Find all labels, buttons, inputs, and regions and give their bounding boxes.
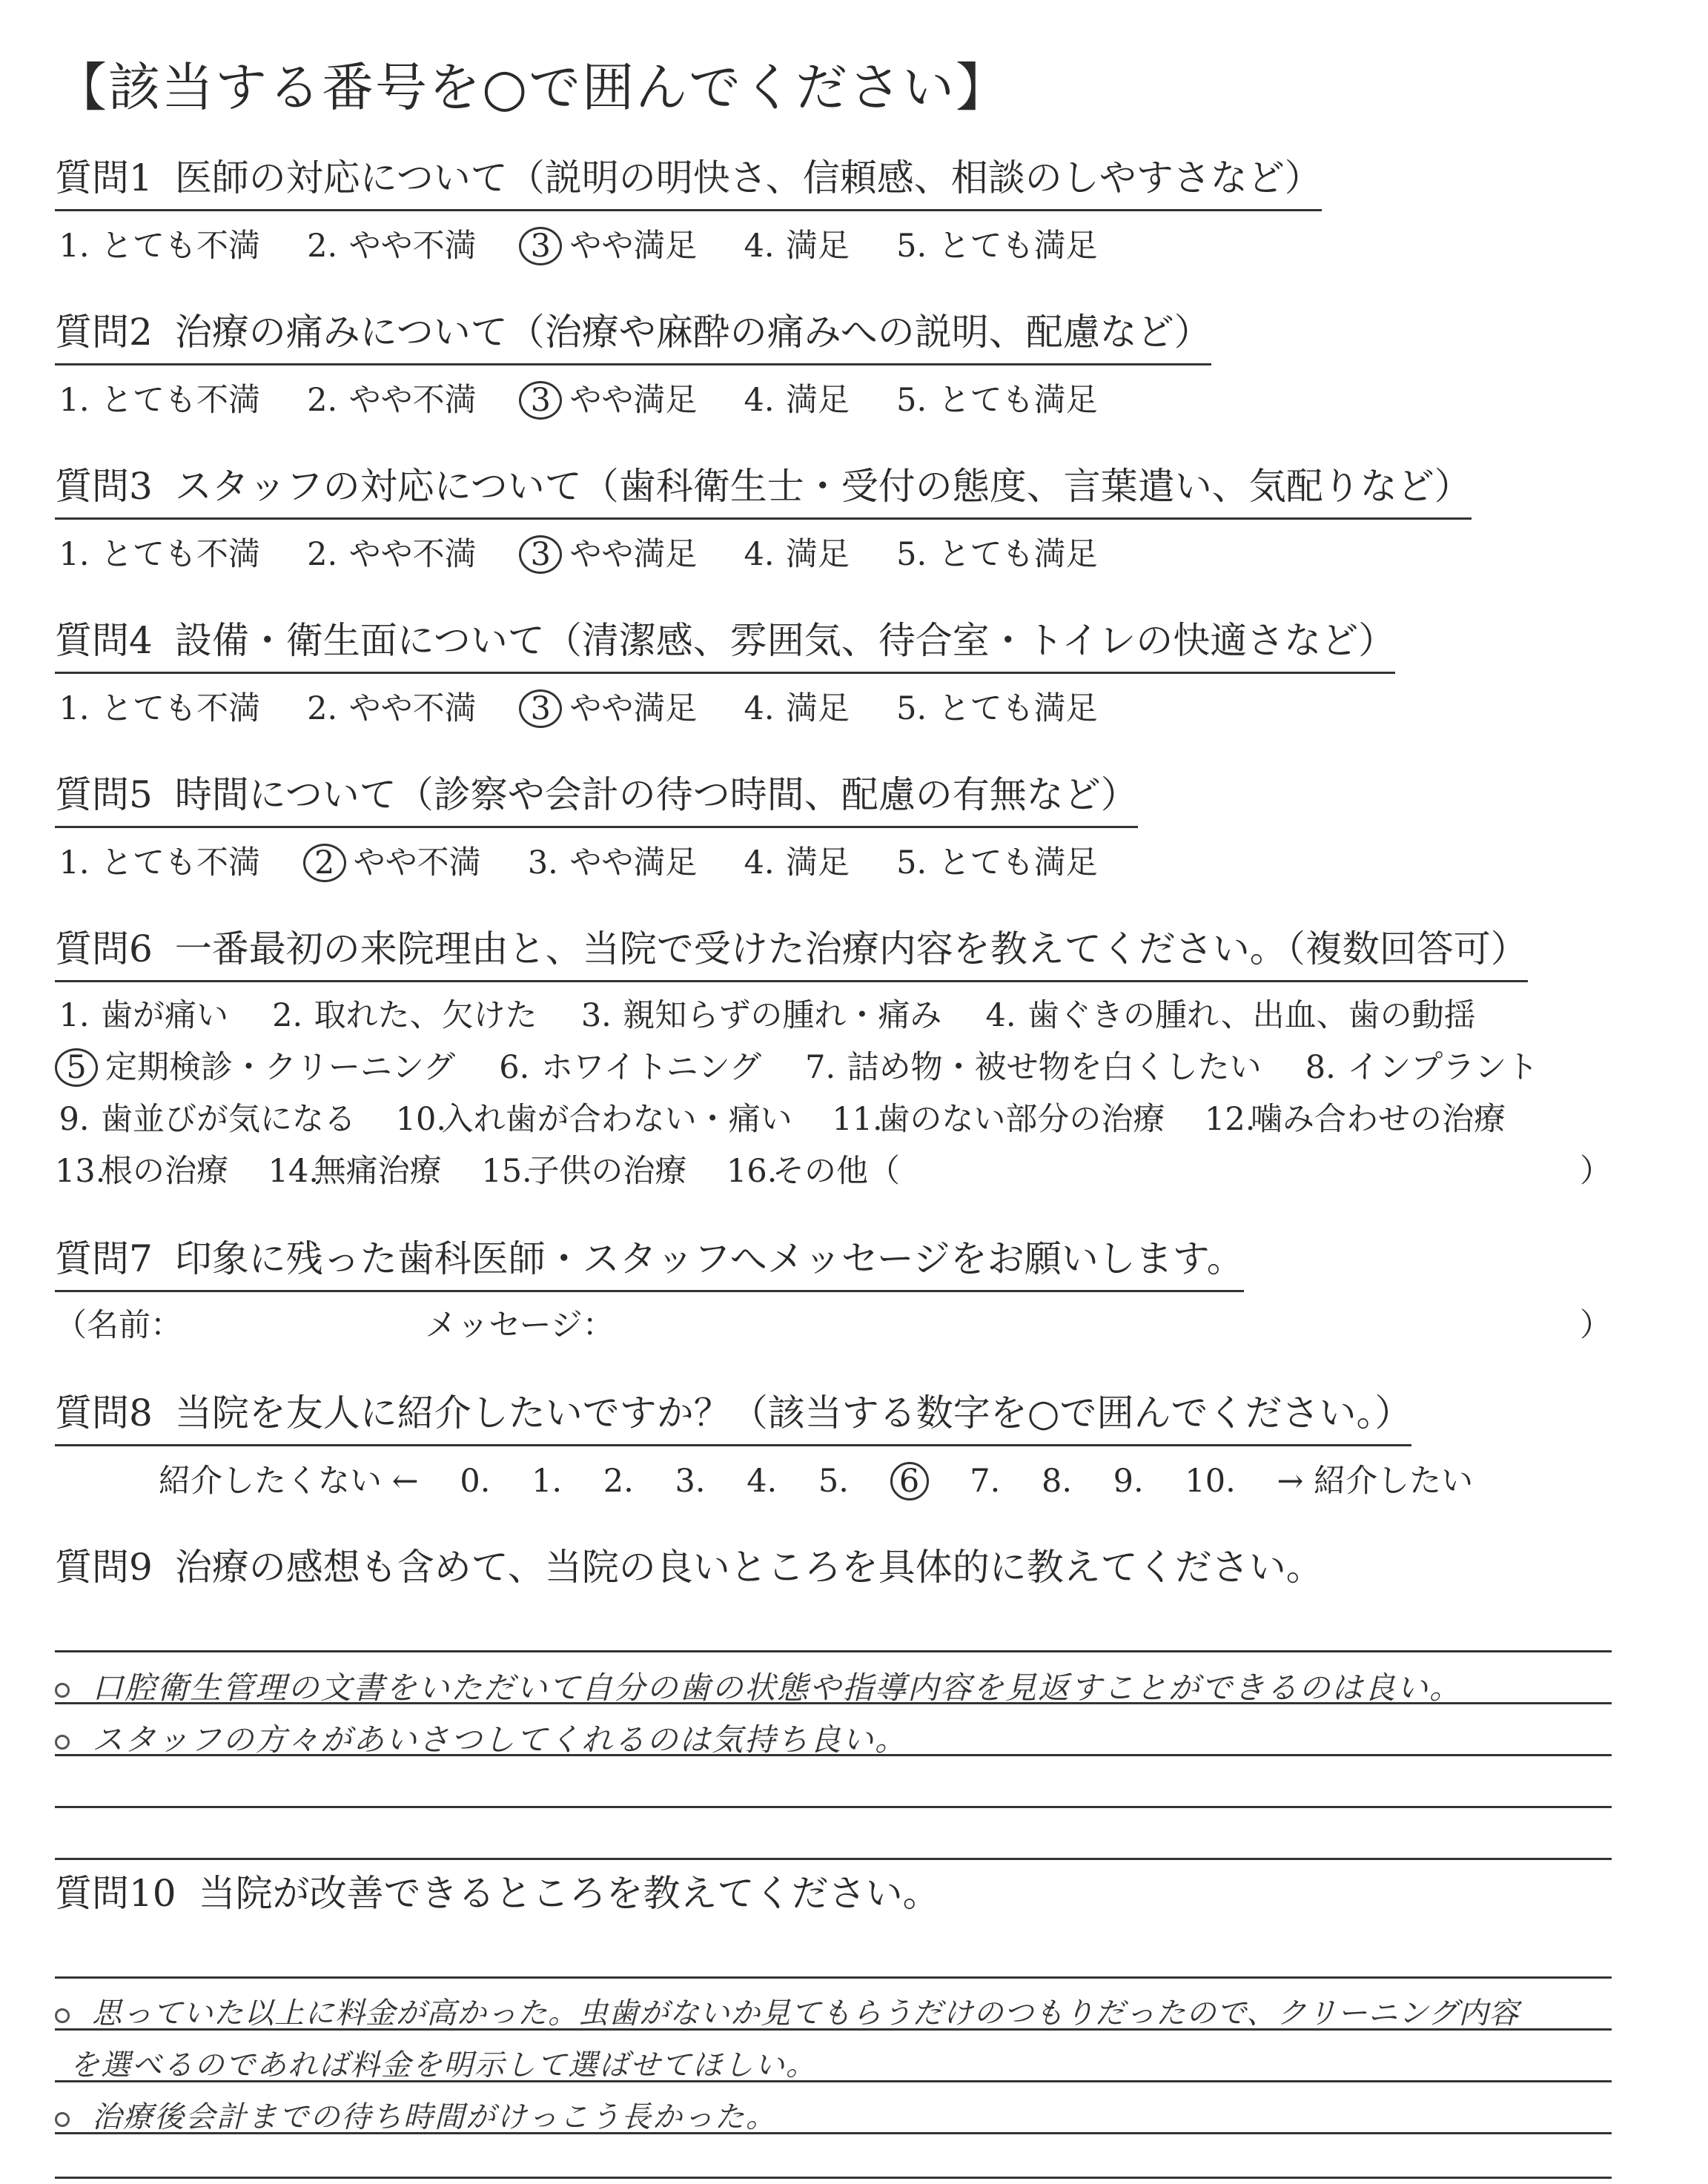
answer-area[interactable] <box>55 1591 1612 1887</box>
option-14[interactable]: 14.無痛治療 <box>268 1153 442 1190</box>
question-heading <box>55 1229 1244 1292</box>
option-3[interactable]: 3. やや満足 <box>527 844 698 881</box>
question-7 <box>55 1229 1634 1351</box>
option-9[interactable]: 9. 歯並びが気になる <box>59 1101 356 1138</box>
question-text: 治療の痛みについて（治療や麻酔の痛みへの説明、配慮など） <box>174 311 1211 354</box>
option-1[interactable]: 1. とても不満 <box>59 536 260 573</box>
option-3-selected[interactable]: 3 やや満足 <box>519 376 697 425</box>
reason-options <box>55 990 1634 1197</box>
option-3[interactable]: 3. 親知らずの腫れ・痛み <box>580 997 942 1034</box>
option-4[interactable]: 4. 満足 <box>744 382 850 419</box>
option-7[interactable]: 7. 詰め物・被せ物を白くしたい <box>805 1049 1262 1086</box>
question-text: 印象に残った歯科医師・スタッフへメッセージをお願いします。 <box>174 1237 1244 1280</box>
question-2 <box>55 302 1634 425</box>
option-2-selected[interactable]: 2 やや不満 <box>303 838 481 887</box>
bullet-icon <box>55 2112 70 2127</box>
question-text: 設備・衛生面について（清潔感、雰囲気、待合室・トイレの快適さなど） <box>174 619 1396 662</box>
ruled-line <box>55 1702 1612 1704</box>
ruled-line <box>55 2028 1612 2031</box>
scale-left-label: 紹介したくない ← <box>159 1463 419 1500</box>
scale-0[interactable]: 0. <box>460 1463 491 1500</box>
question-heading <box>55 457 1472 520</box>
rating-options <box>55 222 1634 271</box>
question-5 <box>55 765 1634 887</box>
option-1[interactable]: 1. 歯が痛い <box>59 997 228 1034</box>
option-4[interactable]: 4. 満足 <box>744 228 850 265</box>
option-1[interactable]: 1. とても不満 <box>59 228 260 265</box>
scale-right-label: → 紹介したい <box>1277 1463 1474 1500</box>
answer-line: 治療後会計までの待ち時間がけっこう長かった。 <box>55 2094 777 2136</box>
option-5[interactable]: 5. とても満足 <box>896 844 1098 881</box>
question-1 <box>55 148 1634 271</box>
question-heading <box>55 919 1528 982</box>
ruled-line <box>55 1650 1612 1652</box>
scale-6-selected[interactable]: 6 <box>890 1462 929 1500</box>
ruled-line <box>55 2080 1612 2082</box>
answer-line: を選べるのであれば料金を明示して選ばせてほしい。 <box>70 2048 817 2082</box>
option-11[interactable]: 11.歯のない部分の治療 <box>832 1101 1165 1138</box>
question-text: 当院が改善できるところを教えてください。 <box>198 1872 940 1915</box>
question-8 <box>55 1383 1634 1506</box>
ruled-line <box>55 1858 1612 1860</box>
question-9 <box>55 1538 1634 1887</box>
answer-line: 口腔衛生管理の文書をいただいて自分の歯の状態や指導内容を見返すことができるのは良い。 <box>55 1664 1462 1708</box>
option-15[interactable]: 15.子供の治療 <box>481 1153 687 1190</box>
question-number: 質問9 <box>55 1546 153 1589</box>
rating-options <box>55 684 1634 733</box>
question-number: 質問10 <box>55 1872 176 1915</box>
ruled-line <box>55 1976 1612 1979</box>
selected-circle: 3 <box>519 535 562 574</box>
answer-line: 思っていた以上に料金が高かった。虫歯がないか見てもらうだけのつもりだったので、クリーニング内容 <box>55 1990 1519 2032</box>
question-heading <box>55 1864 1634 1917</box>
question-6 <box>55 919 1634 1197</box>
question-heading <box>55 302 1211 365</box>
question-10 <box>55 1864 1634 2184</box>
bullet-icon <box>55 1735 70 1750</box>
option-1[interactable]: 1. とても不満 <box>59 690 260 727</box>
question-number: 質問6 <box>55 927 153 970</box>
option-3-selected[interactable]: 3 やや満足 <box>519 222 697 271</box>
answer-area[interactable] <box>55 1917 1612 2184</box>
question-heading <box>55 1383 1411 1446</box>
option-5[interactable]: 5. とても満足 <box>896 536 1098 573</box>
option-4[interactable]: 4. 歯ぐきの腫れ、出血、歯の動揺 <box>985 997 1476 1034</box>
question-number: 質問5 <box>55 773 153 816</box>
selected-circle: 2 <box>303 844 346 882</box>
question-heading <box>55 611 1395 674</box>
name-label: （名前： <box>55 1307 182 1344</box>
option-8[interactable]: 8. インプラント <box>1305 1049 1539 1086</box>
option-10[interactable]: 10.入れ歯が合わない・痛い <box>395 1101 792 1138</box>
answer-line: スタッフの方々があいさつしてくれるのは気持ち良い。 <box>55 1715 907 1760</box>
question-heading <box>55 148 1322 211</box>
question-number: 質問7 <box>55 1237 153 1280</box>
question-3 <box>55 457 1634 579</box>
reason-row <box>55 1145 1634 1197</box>
scale-8[interactable]: 8. <box>1041 1463 1072 1500</box>
option-2[interactable]: 2. やや不満 <box>307 382 477 419</box>
page-title: 【該当する番号を○で囲んでください】 <box>55 57 1010 118</box>
rating-options <box>55 838 1634 887</box>
question-heading <box>55 1538 1634 1591</box>
scale-1[interactable]: 1. <box>532 1463 563 1500</box>
close-paren: ） <box>1580 1307 1612 1344</box>
option-5-selected[interactable]: 5 定期検診・クリーニング <box>55 1042 455 1093</box>
ruled-line <box>55 1806 1612 1808</box>
question-text: 一番最初の来院理由と、当院で受けた治療内容を教えてください。（複数回答可） <box>174 927 1528 970</box>
question-number: 質問4 <box>55 619 153 662</box>
question-heading <box>55 765 1138 828</box>
selected-circle: 3 <box>519 381 562 420</box>
bullet-icon <box>55 2008 70 2023</box>
option-16-other[interactable]: 16.その他（ <box>726 1153 901 1190</box>
option-4[interactable]: 4. 満足 <box>744 844 850 881</box>
rating-options <box>55 530 1634 579</box>
question-text: 治療の感想も含めて、当院の良いところを具体的に教えてください。 <box>174 1546 1323 1589</box>
option-6[interactable]: 6. ホワイトニング <box>499 1049 761 1086</box>
selected-circle: 3 <box>519 227 562 265</box>
scale-5[interactable]: 5. <box>818 1463 849 1500</box>
option-5[interactable]: 5. とても満足 <box>896 228 1098 265</box>
option-2[interactable]: 2. 取れた、欠けた <box>272 997 537 1034</box>
reason-row <box>55 1042 1634 1093</box>
question-number: 質問3 <box>55 465 153 508</box>
bullet-icon <box>55 1683 70 1698</box>
scale-2[interactable]: 2. <box>603 1463 634 1500</box>
ruled-line <box>55 2177 1612 2179</box>
option-2[interactable]: 2. やや不満 <box>307 536 477 573</box>
option-5[interactable]: 5. とても満足 <box>896 382 1098 419</box>
ruled-line <box>55 2132 1612 2134</box>
reason-row <box>55 1093 1634 1145</box>
option-2[interactable]: 2. やや不満 <box>307 690 477 727</box>
ruled-line <box>55 1754 1612 1756</box>
scale-10[interactable]: 10. <box>1185 1463 1236 1500</box>
message-label: メッセージ： <box>425 1307 615 1344</box>
question-number: 質問8 <box>55 1392 153 1435</box>
option-1[interactable]: 1. とても不満 <box>59 382 260 419</box>
question-text: 時間について（診察や会計の待つ時間、配慮の有無など） <box>174 773 1138 816</box>
rating-options <box>55 376 1634 425</box>
question-text: 当院を友人に紹介したいですか？（該当する数字を○で囲んでください。） <box>174 1392 1412 1435</box>
scale-7[interactable]: 7. <box>970 1463 1001 1500</box>
question-number: 質問1 <box>55 156 153 199</box>
option-5[interactable]: 5. とても満足 <box>896 690 1098 727</box>
selected-circle: 5 <box>55 1048 98 1087</box>
recommend-scale <box>159 1457 1634 1506</box>
scale-4[interactable]: 4. <box>747 1463 778 1500</box>
option-4[interactable]: 4. 満足 <box>744 536 850 573</box>
reason-row <box>55 990 1634 1042</box>
option-2[interactable]: 2. やや不満 <box>307 228 477 265</box>
question-number: 質問2 <box>55 311 153 354</box>
option-3-selected[interactable]: 3 やや満足 <box>519 684 697 733</box>
question-text: 医師の対応について（説明の明快さ、信頼感、相談のしやすさなど） <box>174 156 1322 199</box>
selected-circle: 3 <box>519 689 562 728</box>
option-3-selected[interactable]: 3 やや満足 <box>519 530 697 579</box>
question-4 <box>55 611 1634 733</box>
message-row <box>55 1300 1634 1351</box>
option-1[interactable]: 1. とても不満 <box>59 844 260 881</box>
option-4[interactable]: 4. 満足 <box>744 690 850 727</box>
option-13[interactable]: 13.根の治療 <box>55 1153 228 1190</box>
scale-9[interactable]: 9. <box>1113 1463 1144 1500</box>
question-text: スタッフの対応について（歯科衛生士・受付の態度、言葉遣い、気配りなど） <box>174 465 1472 508</box>
close-paren: ） <box>1580 1153 1612 1190</box>
scale-3[interactable]: 3. <box>675 1463 706 1500</box>
option-12[interactable]: 12.噛み合わせの治療 <box>1205 1101 1506 1138</box>
